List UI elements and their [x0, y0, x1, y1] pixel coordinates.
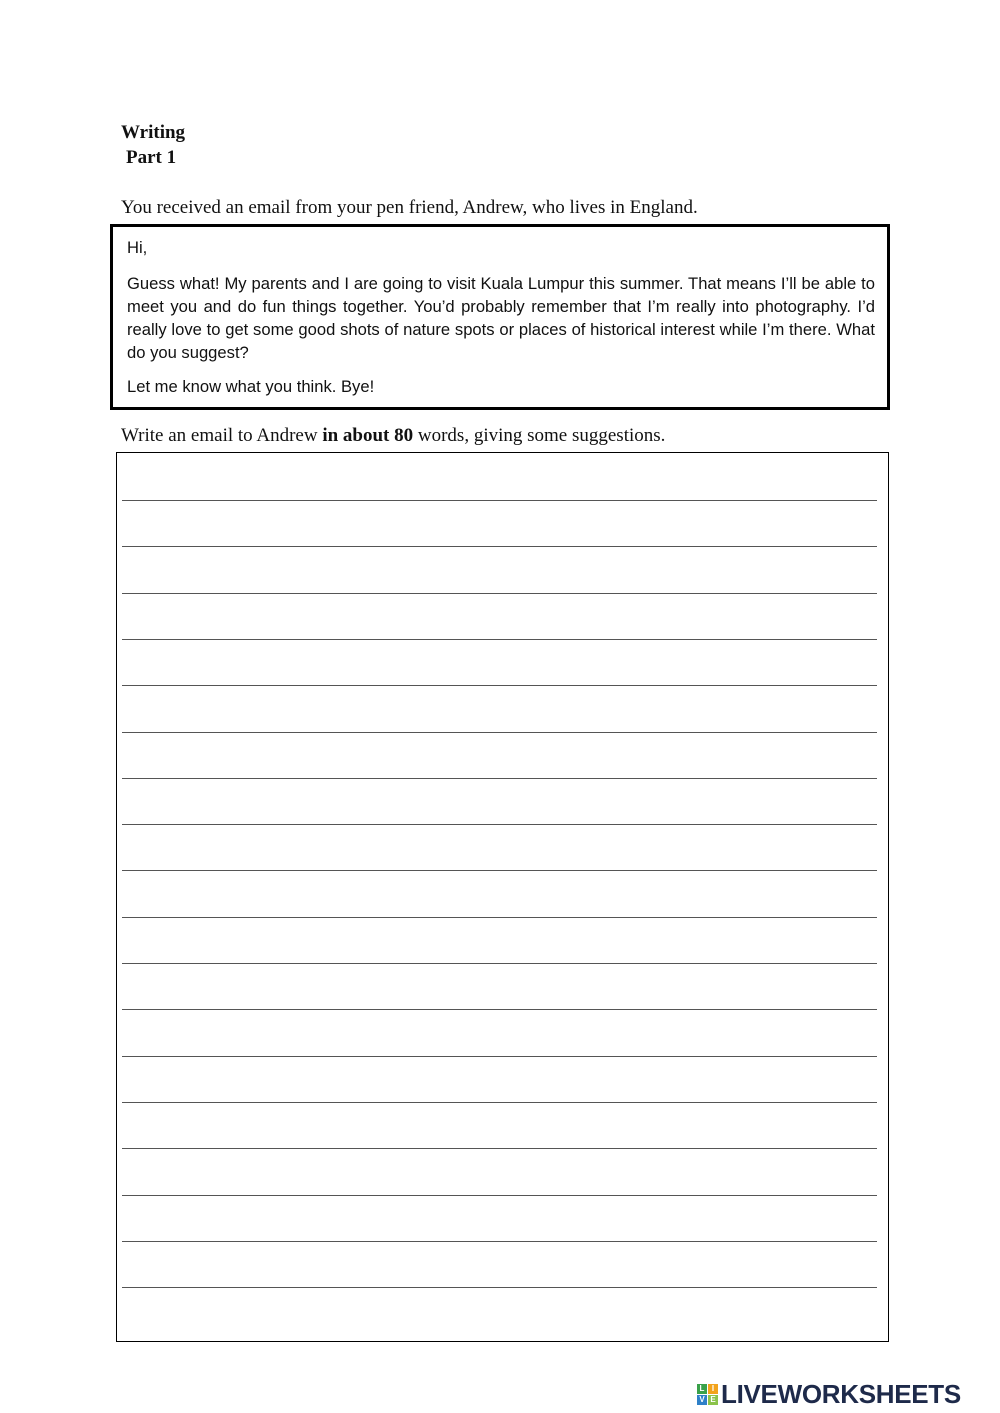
liveworksheets-logo — [697, 1376, 961, 1412]
answer-line[interactable] — [122, 1148, 877, 1149]
intro-text: You received an email from your pen friend, Andrew, who lives in England. — [121, 197, 698, 218]
section-title: Writing — [121, 122, 186, 143]
answer-line[interactable] — [122, 778, 877, 779]
answer-line[interactable] — [122, 917, 877, 918]
answer-line[interactable] — [122, 1102, 877, 1103]
answer-writing-area[interactable] — [116, 452, 889, 1342]
answer-line[interactable] — [122, 963, 877, 964]
logo-letter-i: I — [708, 1384, 718, 1394]
answer-line[interactable] — [122, 824, 877, 825]
logo-letter-e: E — [708, 1395, 718, 1405]
answer-line[interactable] — [122, 1241, 877, 1242]
task-word-count: in about 80 — [322, 425, 414, 446]
answer-line[interactable] — [122, 732, 877, 733]
email-body: Guess what! My parents and I are going to visit Kuala Lumpur this summer. That means I’ll be able to meet you and do fun things together. You’d probably remember that I’m really into photography. I’d really love to get some good shots of nature spots or places of historical interest while I’m there. What do you suggest? — [127, 274, 875, 362]
email-box — [110, 224, 890, 410]
answer-line[interactable] — [122, 1195, 877, 1196]
answer-line[interactable] — [122, 593, 877, 594]
logo-letter-l: L — [697, 1384, 707, 1394]
logo-letter-v: V — [697, 1395, 707, 1405]
answer-line[interactable] — [122, 1009, 877, 1010]
task-prefix: Write an email to Andrew — [121, 425, 323, 446]
part-title: Part 1 — [126, 147, 177, 168]
logo-icon — [697, 1384, 718, 1405]
task-suffix: words, giving some suggestions. — [413, 425, 666, 446]
task-instruction — [121, 425, 665, 447]
answer-line[interactable] — [122, 1287, 877, 1288]
answer-line[interactable] — [122, 500, 877, 501]
email-closing: Let me know what you think. Bye! — [127, 377, 375, 396]
logo-text: LIVEWORKSHEETS — [721, 1378, 961, 1409]
email-greeting: Hi, — [127, 238, 148, 257]
answer-line[interactable] — [122, 1056, 877, 1057]
answer-line[interactable] — [122, 870, 877, 871]
answer-line[interactable] — [122, 639, 877, 640]
answer-line[interactable] — [122, 546, 877, 547]
answer-line[interactable] — [122, 685, 877, 686]
